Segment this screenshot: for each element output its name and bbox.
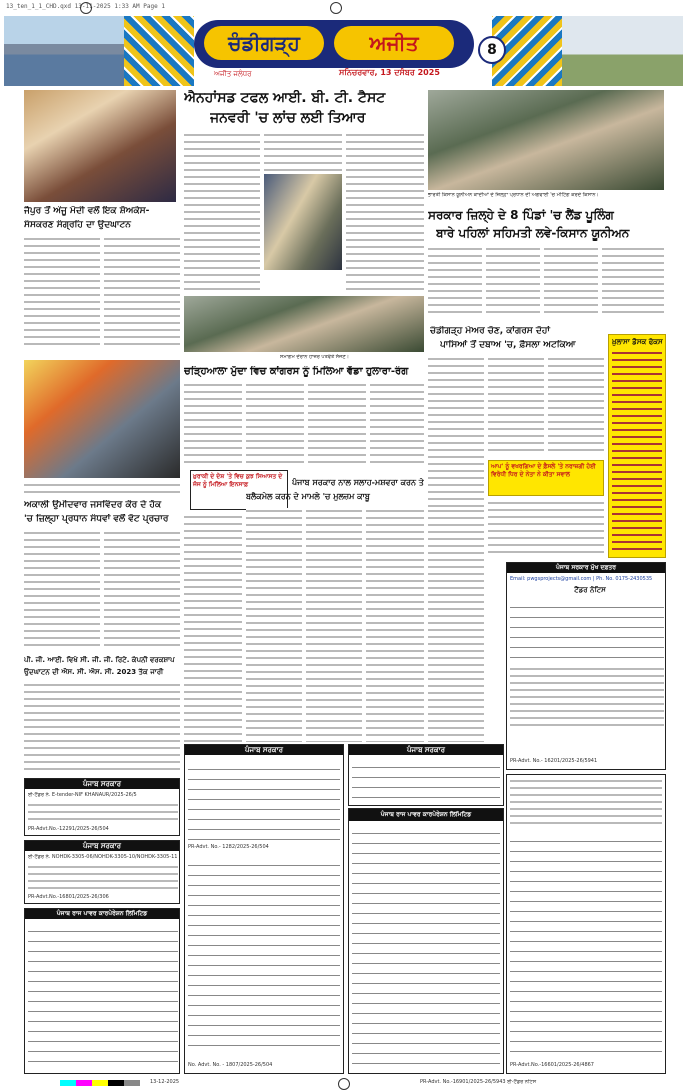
etender-1: ਈ-ਟੈਂਡਰ ਨੰ. E-tender-NIF KHANAUR/2025-26/5 [28,792,137,798]
file-slug: 13_ten_1_1_CHD.qxd 13-11-2025 1:33 AM Page 1 [6,3,165,10]
mayor-body-col4 [488,500,604,556]
masthead [4,16,683,86]
pr-advt-2: PR-Advt.No.-16801/2025-26/306 [28,894,109,900]
sarkar-body-col2 [486,246,540,318]
masthead-photo-left [4,16,124,86]
lead-body-col2 [264,132,342,172]
sidebar-title: ਖ਼ੁਲਾਸਾ ਡੈਸਕ ਫੋਕਸ [612,338,663,346]
mid-body-col6 [246,508,302,742]
farmers-photo [428,90,664,190]
mid-body-col2 [246,382,304,468]
farmers-caption: ਭਾਰਤੀ ਕਿਸਾਨ ਯੂਨੀਅਨ ਕਾਦੀਆਂ ਦੇ ਜ਼ਿਲ੍ਹਾ ਪ੍ਰਧਾਨ ਦੀ ਅਗਵਾਈ 'ਚ ਮੀਟਿੰਗ ਕਰਦੇ ਕਿਸਾਨ। [428,192,599,198]
rally-caption [24,482,180,496]
lead-headline-2: ਜਨਵਰੀ 'ਚ ਲਾਂਚ ਲਈ ਤਿਆਰ [210,110,366,126]
ad-right-bottom-table [510,832,662,1058]
sarkar-body-col3 [544,246,598,318]
group-caption: ਸਮਾਗਮ ਦੌਰਾਨ ਹਾਜ਼ਰ ਪਤਵੰਤੇ ਸੱਜਣ। [280,354,349,360]
etender-2: ਈ-ਟੈਂਡਰ ਨੰ. NOHDK-3305-06/NOHDK-3305-10/NOHDK-3305-11 [28,854,178,860]
akali-headline-2: 'ਚ ਜ਼ਿਲ੍ਹਾ ਪ੍ਰਧਾਨ ਸੰਧਵਾਂ ਵਲੋਂ ਵੋਟ ਪ੍ਰਚਾਰ [24,514,169,524]
group-photo [184,296,424,352]
sidebar-text [612,350,662,554]
akali-headline-1: ਅਕਾਲੀ ਉਮੀਦਵਾਰ ਜਸਵਿੰਦਰ ਕੌਰ ਦੇ ਹੱਕ [24,500,162,510]
mayor-headline-2: ਪਾਸਿਆਂ ਤੋਂ ਦਬਾਅ 'ਚ, ਫ਼ੈਸਲਾ ਅਟਕਿਆ [440,340,576,350]
pspcl-ad-mid-header: ਪੰਜਾਬ ਰਾਜ ਪਾਵਰ ਕਾਰਪੋਰੇਸ਼ਨ ਲਿਮਿਟਿਡ [349,809,503,821]
masthead-photo-right [562,16,683,86]
lead-body-col3 [346,132,424,292]
chandigarh-headline: ਚੜ੍ਹਿਆਲਾ ਮੁੱਦਾ ਵਿਚ ਕਾਂਗਰਸ ਨੂੰ ਮਿਲਿਆ ਵੱਡਾ ਹੁਲਾਰਾ-ਰੰਗ [184,366,409,377]
fashion-body-col1 [24,236,100,348]
ad-right-bottom-intro [510,778,662,828]
mayor-headline-1: ਚੰਡੀਗੜ੍ਹ ਮੇਅਰ ਚੋਣ, ਕਾਂਗਰਸ ਦੋਹਾਂ [430,326,550,336]
mid-body-col3 [308,382,366,468]
city-name: ਚੰਡੀਗੜ੍ਹ [204,26,324,60]
mid-body-col7 [306,508,362,742]
punjab-ad-2-header: ਪੰਜਾਬ ਸਰਕਾਰ [25,841,179,851]
fashion-headline-2: ਸੰਸਕਰਣ ਸੰਗ੍ਰਹਿ ਦਾ ਉਦਘਾਟਨ [24,220,131,230]
akali-body-col1 [24,530,100,650]
pspcl-ad-mid-table [352,824,500,1070]
middle-ad-header: ਪੰਜਾਬ ਸਰਕਾਰ [185,745,343,755]
mid-body-col9 [428,508,484,742]
color-bar [0,1078,687,1089]
lead-headline-1: ਐਨਹਾਂਸਡ ਟਫਲ ਆਈ. ਬੀ. ਟੀ. ਟੈਸਟ [184,90,386,106]
punjab-ad-1-header: ਪੰਜਾਬ ਸਰਕਾਰ [25,779,179,789]
mayor-body-col2 [488,356,544,456]
mid-body-col8 [366,508,424,742]
tender-ad-header: ਪੰਜਾਬ ਸਰਕਾਰ ਮੁੱਖ ਦਫ਼ਤਰ [507,563,665,573]
akali-body-col2 [104,530,180,650]
yellow-callout: ਆਪ' ਨੂੰ ਵਖਰਗਿਆ ਦੇ ਫ਼ੈਸਲੇ 'ਤੇ ਨਰਾਜ਼ਗੀ ਹੋਈ ਵਿਰੋਧੀ ਧਿਰ ਦੇ ਨੇਤਾ ਨੇ ਕੀਤਾ ਸਵਾਲ [488,460,604,496]
sarkar-headline-2: ਬਾਰੇ ਪਹਿਲਾਂ ਸਹਿਮਤੀ ਲਵੇ-ਕਿਸਾਨ ਯੂਨੀਅਨ [436,226,630,240]
middle-ad-table-2 [188,856,340,1052]
pgi-headline-2: ਉਦਘਾਟਨ ਦੀ ਐਸ. ਸੀ. ਐਸ. ਸੀ. 2023 ਤੱਕ ਜਾਰੀ [24,668,164,676]
issue-date: ਸਨਿਚਰਵਾਰ, 13 ਦਸੰਬਰ 2025 [339,68,440,77]
pgi-headline-1: ਪੀ. ਜੀ. ਆਈ. ਵਿਖੇ ਸੀ. ਜੀ. ਜੀ. ਰਿਟੇ. ਕੰਪਨੀ ਵਰਕਸ਼ਾਪ [24,656,175,664]
punjab-ad-1-body [28,802,178,824]
tender-ad-body [510,666,664,726]
punjab-ad-2-body [28,864,178,892]
mayor-body-col3 [548,356,604,456]
punjab-headline-2: ਬਲੈਕਮੇਲ ਕਰਨ ਦੇ ਮਾਮਲੇ 'ਚ ਮੁਲਜ਼ਮ ਕਾਬੂ [246,492,370,501]
pr-advt-right: PR-Advt. No.- 16201/2025-26/5941 [510,758,598,764]
pr-advt-1: PR-Advt.No.-12291/2025-26/504 [28,826,109,832]
sarkar-body-col4 [602,246,664,318]
registration-mark [80,2,92,14]
middle-ad-table [188,760,340,840]
registration-mark [338,1078,350,1090]
punjab-ad-3-table [352,758,500,802]
lead-portrait [264,174,342,270]
footer-left: 13-12-2025 [150,1079,180,1085]
punjab-ad-3-header: ਪੰਜਾਬ ਸਰਕਾਰ [349,745,503,755]
masthead-pattern-left [124,16,194,86]
punjab-headline-1: ਪੰਜਾਬ ਸਰਕਾਰ ਨਾਲ ਸਲਾਹ-ਮਸ਼ਵਰਾ ਕਰਨ ਤੇ [292,478,424,487]
registration-mark [330,2,342,14]
fashion-photo [24,90,176,202]
lead-body-col1 [184,132,260,292]
sarkar-body-col1 [428,246,482,318]
tender-table [510,598,664,662]
fashion-body-col2 [104,236,180,348]
pspcl-ad-left-table [28,922,178,1070]
rally-photo [24,360,180,478]
page-number: 8 [478,36,506,64]
tagline: ਅਜੀਤ ਜਲੰਧਰ [214,70,252,78]
tender-email: Email: pwgsprojects@gmail.com | Ph. No. 0175-2430535 [510,576,653,582]
no-advt: No. Advt. No. - 1807/2025-26/504 [188,1062,273,1068]
mid-body-col5 [184,514,242,742]
mid-body-col4 [370,382,424,468]
pull-quote: ਖ਼ੁਰਾਕੀ ਦੇ ਦੋਸ਼ 'ਤੇ ਵਿਚ ਕੁਝ ਸਿਆਸਤ ਦੇ ਜੱਜ ਨੂੰ ਮਿਲਿਆ ਇਨਸਾਫ਼ [190,470,288,510]
footer-right: PR-Advt. No.-16901/2025-26/5943 ਈ-ਟੈਂਡਰ ਨੋਟਿਸ [420,1079,537,1085]
tender-title: ਟੈਂਡਰ ਨੋਟਿਸ [574,586,606,594]
paper-name: ਅਜੀਤ [334,26,454,60]
pgi-body [24,682,180,772]
pr-advt-right2: PR-Advt.No.-16601/2025-26/4867 [510,1062,594,1068]
pspcl-ad-left-header: ਪੰਜਾਬ ਰਾਜ ਪਾਵਰ ਕਾਰਪੋਰੇਸ਼ਨ ਲਿਮਿਟਿਡ [25,909,179,919]
mid-body-col1 [184,382,242,468]
fashion-headline-1: ਜੈਪੁਰ ਤੋਂ ਅੰਜੂ ਮੋਦੀ ਵਲੋਂ ਇਕ ਸ਼ੋਅਕੇਸ- [24,206,150,216]
pr-advt-mid: PR-Advt. No.- 1282/2025-26/504 [188,844,269,850]
sarkar-headline-1: ਸਰਕਾਰ ਜ਼ਿਲ੍ਹੇ ਦੇ 8 ਪਿੰਡਾਂ 'ਚ ਲੈਂਡ ਪੂਲਿੰਗ [428,208,614,222]
